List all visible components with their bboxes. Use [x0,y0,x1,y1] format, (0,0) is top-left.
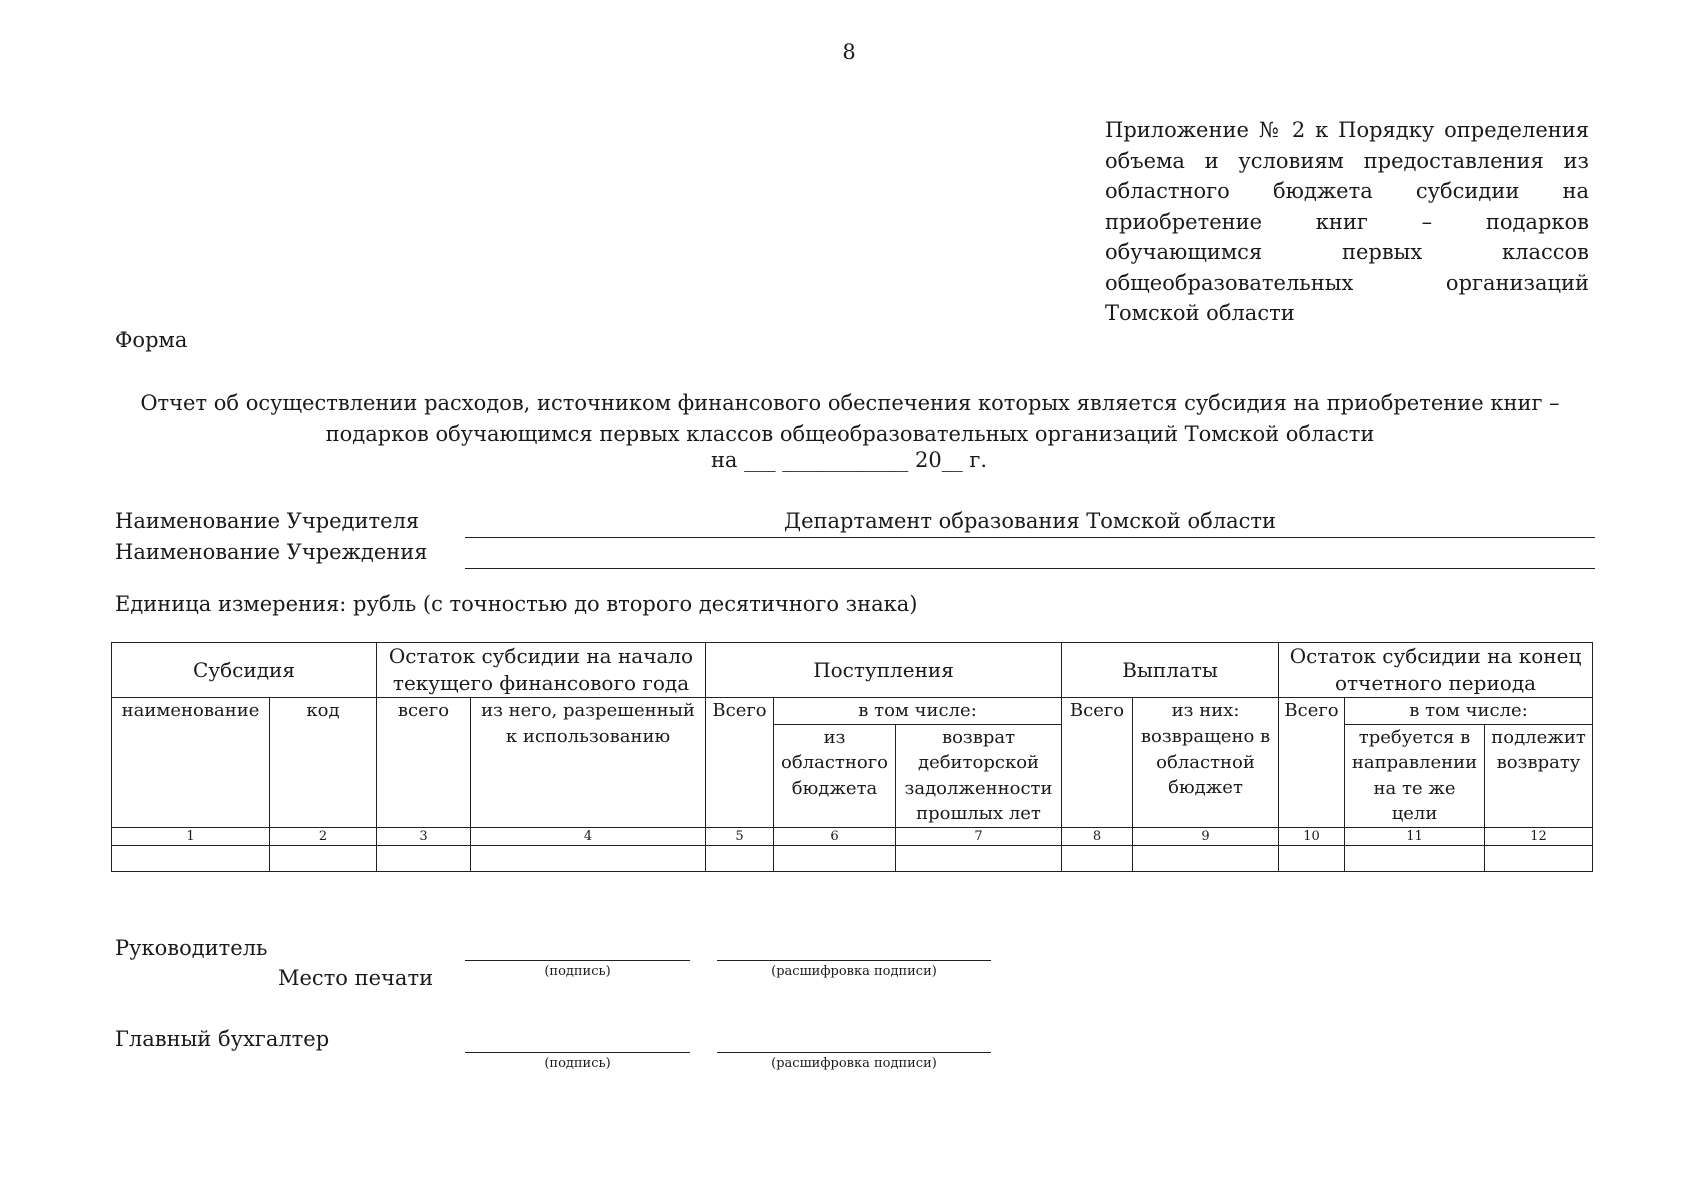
col-number: 4 [471,827,706,845]
col-receipts-including: в том числе: [774,698,1062,725]
table-cell[interactable] [774,845,896,871]
head-signature-caption: (подпись) [544,964,611,979]
col-number: 8 [1062,827,1133,845]
appendix-line: обучающимся первых классов [1105,240,1589,264]
col-end-including: в том числе: [1345,698,1593,725]
page-number: 8 [842,40,856,64]
table-cell[interactable] [1279,845,1345,871]
col-number: 12 [1485,827,1593,845]
col-name: наименование [112,698,270,828]
report-title-line: Отчет об осуществлении расходов, источником финансового обеспечения которых является субсидия на приобретение книг – [140,391,1560,415]
appendix-line: общеобразовательных организаций [1105,270,1589,295]
col-number: 11 [1345,827,1485,845]
table-cell[interactable] [896,845,1062,871]
col-from-regional-budget: из областного бюджета [774,724,896,827]
founder-underline [465,537,1595,538]
col-number: 7 [896,827,1062,845]
col-number: 6 [774,827,896,845]
col-to-return: подлежит возврату [1485,724,1593,827]
founder-label: Наименование Учредителя [115,509,420,533]
unit-of-measure: Единица измерения: рубль (с точностью до второго десятичного знака) [115,592,918,616]
form-label: Форма [115,328,188,352]
table-cell[interactable] [377,845,471,871]
col-number: 10 [1279,827,1345,845]
col-returned: возвращено в областной бюджет [1133,724,1279,827]
header-receipts: Поступления [706,643,1062,698]
accountant-signature-caption: (подпись) [544,1056,611,1071]
table-cell[interactable] [1485,845,1593,871]
appendix-line: Томской области [1105,301,1295,325]
col-allowed: из него, разрешенный к использованию [471,698,706,828]
appendix-line: приобретение книг – подарков [1105,209,1589,234]
report-title-line: подарков обучающимся первых классов общеобразовательных организаций Томской области [325,422,1375,446]
col-number: 1 [112,827,270,845]
table-row [112,845,1593,871]
col-payments-total: Всего [1062,698,1133,828]
col-number: 3 [377,827,471,845]
header-balance-end: Остаток субсидии на конец отчетного периода [1279,643,1593,698]
col-total-start: всего [377,698,471,828]
table-cell[interactable] [112,845,270,871]
col-number: 5 [706,827,774,845]
head-signature-line [465,960,690,961]
accountant-decoding-caption: (расшифровка подписи) [771,1056,937,1071]
header-subsidy: Субсидия [112,643,377,698]
appendix-line: областного бюджета субсидии на [1105,179,1589,203]
col-of-them: из них: [1133,698,1279,725]
header-balance-start: Остаток субсидии на начало текущего финансового года [377,643,706,698]
appendix-note [1105,115,1589,329]
table-cell[interactable] [270,845,377,871]
col-receipts-total: Всего [706,698,774,828]
head-decoding-line [717,960,991,961]
table-cell[interactable] [471,845,706,871]
report-table [111,642,1593,872]
table-cell[interactable] [1345,845,1485,871]
table-cell[interactable] [1062,845,1133,871]
head-label: Руководитель [115,936,268,960]
col-debt-return: возврат дебиторской задолженности прошлых лет [896,724,1062,827]
report-title [110,388,1590,450]
table-cell[interactable] [1133,845,1279,871]
accountant-label: Главный бухгалтер [115,1027,330,1051]
stamp-place-label: Место печати [278,966,434,990]
header-payments: Выплаты [1062,643,1279,698]
table-cell[interactable] [706,845,774,871]
accountant-decoding-line [717,1052,991,1053]
col-needed-same-purpose: требуется в направлении на те же цели [1345,724,1485,827]
report-date: на ___ ____________ 20__ г. [710,448,988,472]
col-code: код [270,698,377,828]
institution-label: Наименование Учреждения [115,540,428,564]
col-end-total: Всего [1279,698,1345,828]
founder-value: Департамент образования Томской области [784,509,1276,533]
col-number: 2 [270,827,377,845]
accountant-signature-line [465,1052,690,1053]
col-number: 9 [1133,827,1279,845]
appendix-line: Приложение № 2 к Порядку определения [1105,118,1589,142]
appendix-line: объема и условиям предоставления из [1105,148,1589,173]
head-decoding-caption: (расшифровка подписи) [771,964,937,979]
institution-underline [465,568,1595,569]
